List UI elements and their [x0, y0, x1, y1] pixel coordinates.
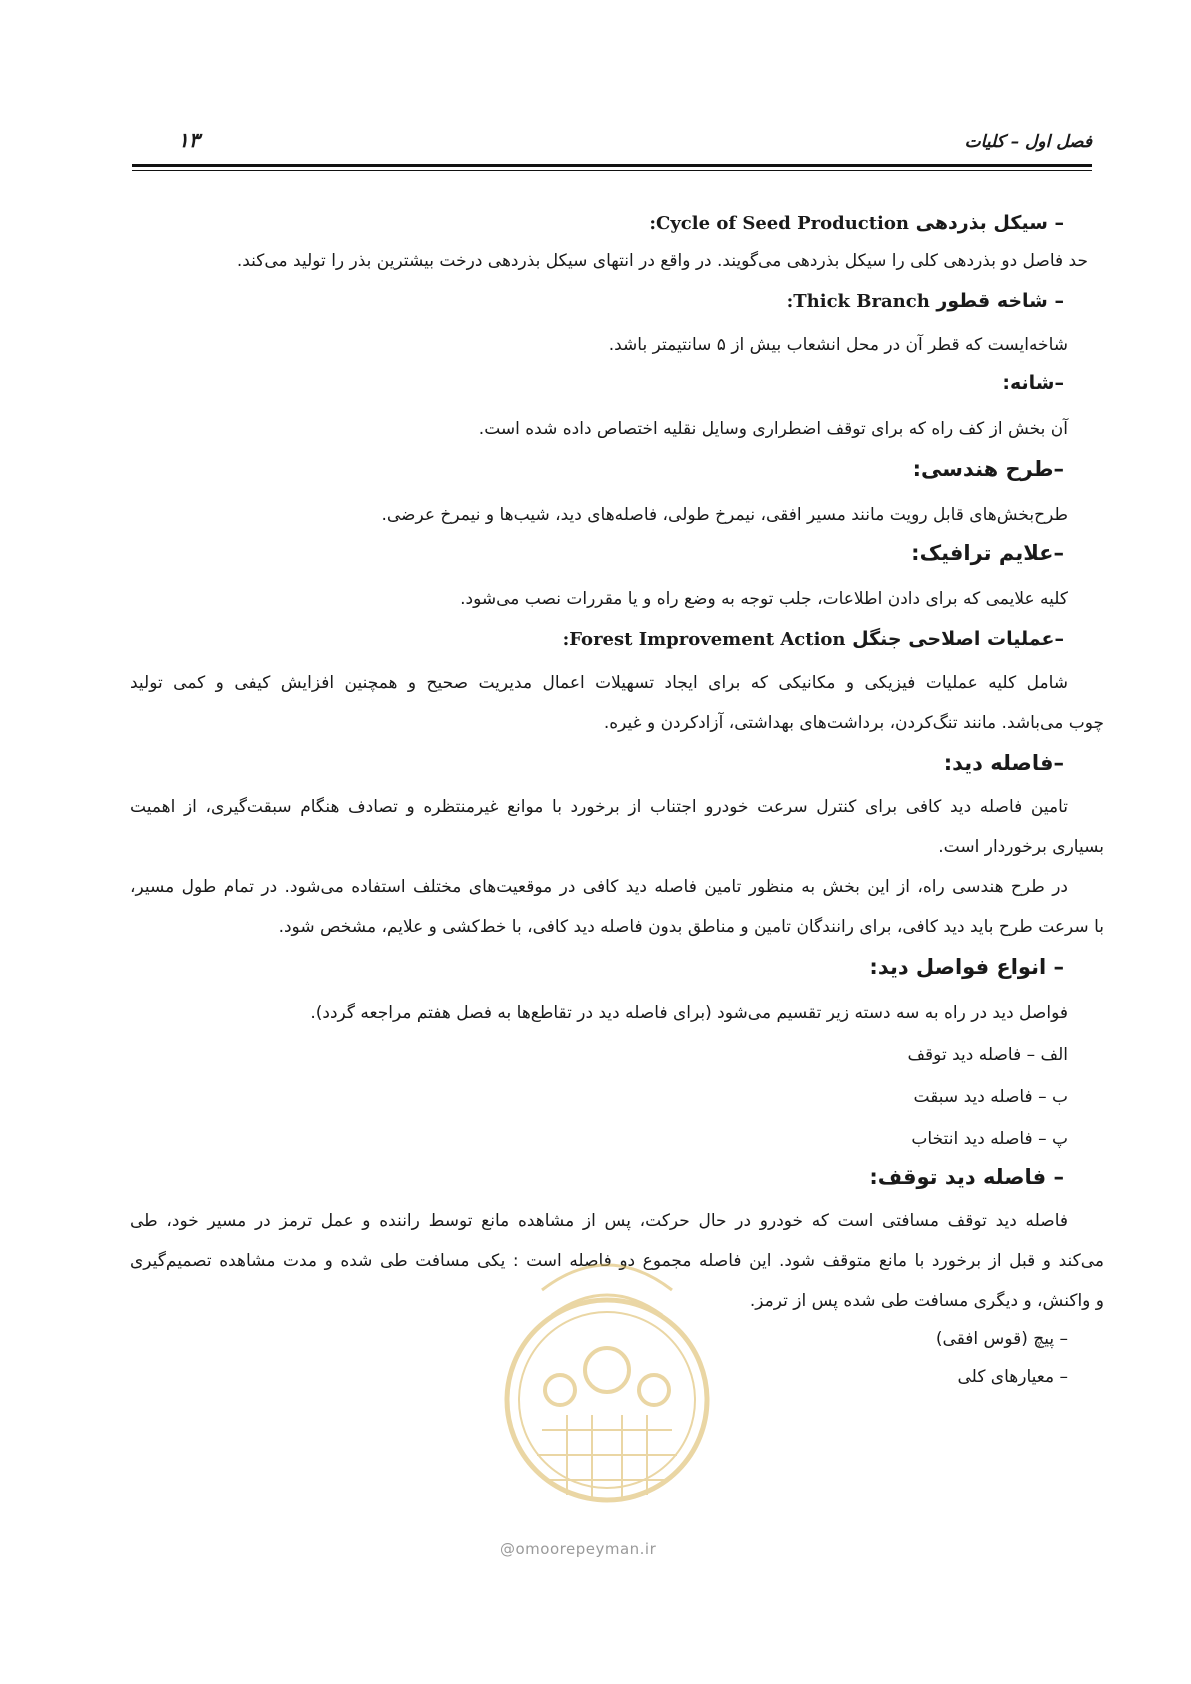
signs-heading: –علایم ترافیک:	[911, 541, 1064, 565]
page-number: ۱۳	[178, 128, 200, 152]
seed-heading-en: Cycle of Seed Production:	[649, 213, 909, 234]
geometric-text: طرح‌بخش‌های قابل رویت مانند مسیر افقی، نیمرخ طولی، فاصله‌های دید، شیب‌ها و نیمرخ عرضی.	[381, 505, 1068, 525]
page-header	[132, 126, 1092, 166]
stop-heading: – فاصله دید توقف:	[869, 1165, 1064, 1189]
forest-heading-en: Forest Improvement Action:	[562, 629, 846, 650]
header-rule-thick	[132, 164, 1092, 167]
sight-text-2: بسیاری برخوردار است.	[938, 837, 1104, 857]
stop-text-3: و واکنش، و دیگری مسافت طی شده پس از ترمز.	[749, 1291, 1104, 1311]
sight-text-1: تامین فاصله دید کافی برای کنترل سرعت خودرو اجتناب از برخورد با موانع غیرمنتظره و تصادف هنگام سبقت‌گیری، از اهمیت	[130, 797, 1068, 817]
branch-heading	[787, 288, 1064, 315]
types-text: فواصل دید در راه به سه دسته زیر تقسیم می‌شود (برای فاصله دید در تقاطع‌ها به فصل هفتم مراجعه گردد).	[310, 1003, 1068, 1023]
stop-text-2: می‌کند و قبل از برخورد با مانع متوقف شود. این فاصله مجموع دو فاصله است : یکی مسافت طی شده و مدت مشاهده تصمیم‌گیری	[130, 1251, 1104, 1271]
forest-text-1: شامل کلیه عملیات فیزیکی و مکانیکی که برای ایجاد تسهیلات اعمال مدیریت صحیح و همچنین افزایش کیفی و کمی تولید	[130, 673, 1068, 693]
types-item-overtake: ب – فاصله دید سبقت	[913, 1087, 1068, 1107]
chapter-title: فصل اول – کلیات	[964, 132, 1092, 152]
geometric-heading: –طرح هندسی:	[912, 457, 1064, 481]
shoulder-heading: –شانه:	[1002, 372, 1064, 394]
shoulder-text: آن بخش از کف راه که برای توقف اضطراری وسایل نقلیه اختصاص داده شده است.	[478, 419, 1068, 439]
branch-heading-en: Thick Branch:	[786, 291, 930, 312]
tail-item-curve: – پیچ (قوس افقی)	[935, 1329, 1068, 1349]
stop-text-1: فاصله دید توقف مسافتی است که خودرو در حال حرکت، پس از مشاهده مانع توسط راننده و عمل ترمز در مسیر خود، طی	[130, 1211, 1068, 1231]
sight-text-4: با سرعت طرح باید دید کافی، برای رانندگان تامین و مناطق بدون فاصله دید کافی، با خط‌کشی و علایم، مشخص شود.	[278, 917, 1104, 937]
types-item-decision: پ – فاصله دید انتخاب	[911, 1129, 1068, 1149]
types-heading: – انواع فواصل دید:	[869, 955, 1064, 979]
sight-heading: –فاصله دید:	[943, 751, 1064, 775]
tail-item-criteria: – معیارهای کلی	[957, 1367, 1068, 1387]
seed-heading	[649, 210, 1064, 237]
forest-heading	[563, 626, 1064, 653]
seed-text: حد فاصل دو بذردهی کلی را سیکل بذردهی می‌گویند. در واقع در انتهای سیکل بذردهی درخت بیشترین بذر را تولید می‌کند.	[236, 251, 1088, 271]
forest-text-2: چوب می‌باشد. مانند تنگ‌کردن، برداشت‌های بهداشتی، آزادکردن و غیره.	[603, 713, 1104, 733]
watermark-logo-icon	[482, 1230, 732, 1570]
seed-heading-fa: – سیکل بذردهی	[915, 212, 1064, 234]
header-rule-thin	[132, 170, 1092, 171]
branch-text: شاخه‌ایست که قطر آن در محل انشعاب بیش از ۵ سانتیمتر باشد.	[608, 335, 1068, 355]
watermark-url: @omoorepeyman.ir	[500, 1540, 657, 1558]
types-item-stop: الف – فاصله دید توقف	[907, 1045, 1068, 1065]
forest-heading-fa: –عملیات اصلاحی جنگل	[852, 628, 1064, 650]
signs-text: کلیه علایمی که برای دادن اطلاعات، جلب توجه به وضع راه و یا مقررات نصب می‌شود.	[460, 589, 1068, 609]
branch-heading-fa: – شاخه قطور	[936, 290, 1064, 312]
sight-text-3: در طرح هندسی راه، از این بخش به منظور تامین فاصله دید کافی در موقعیت‌های مختلف استفاده می‌شود. در تمام طول مسیر،	[130, 877, 1068, 897]
